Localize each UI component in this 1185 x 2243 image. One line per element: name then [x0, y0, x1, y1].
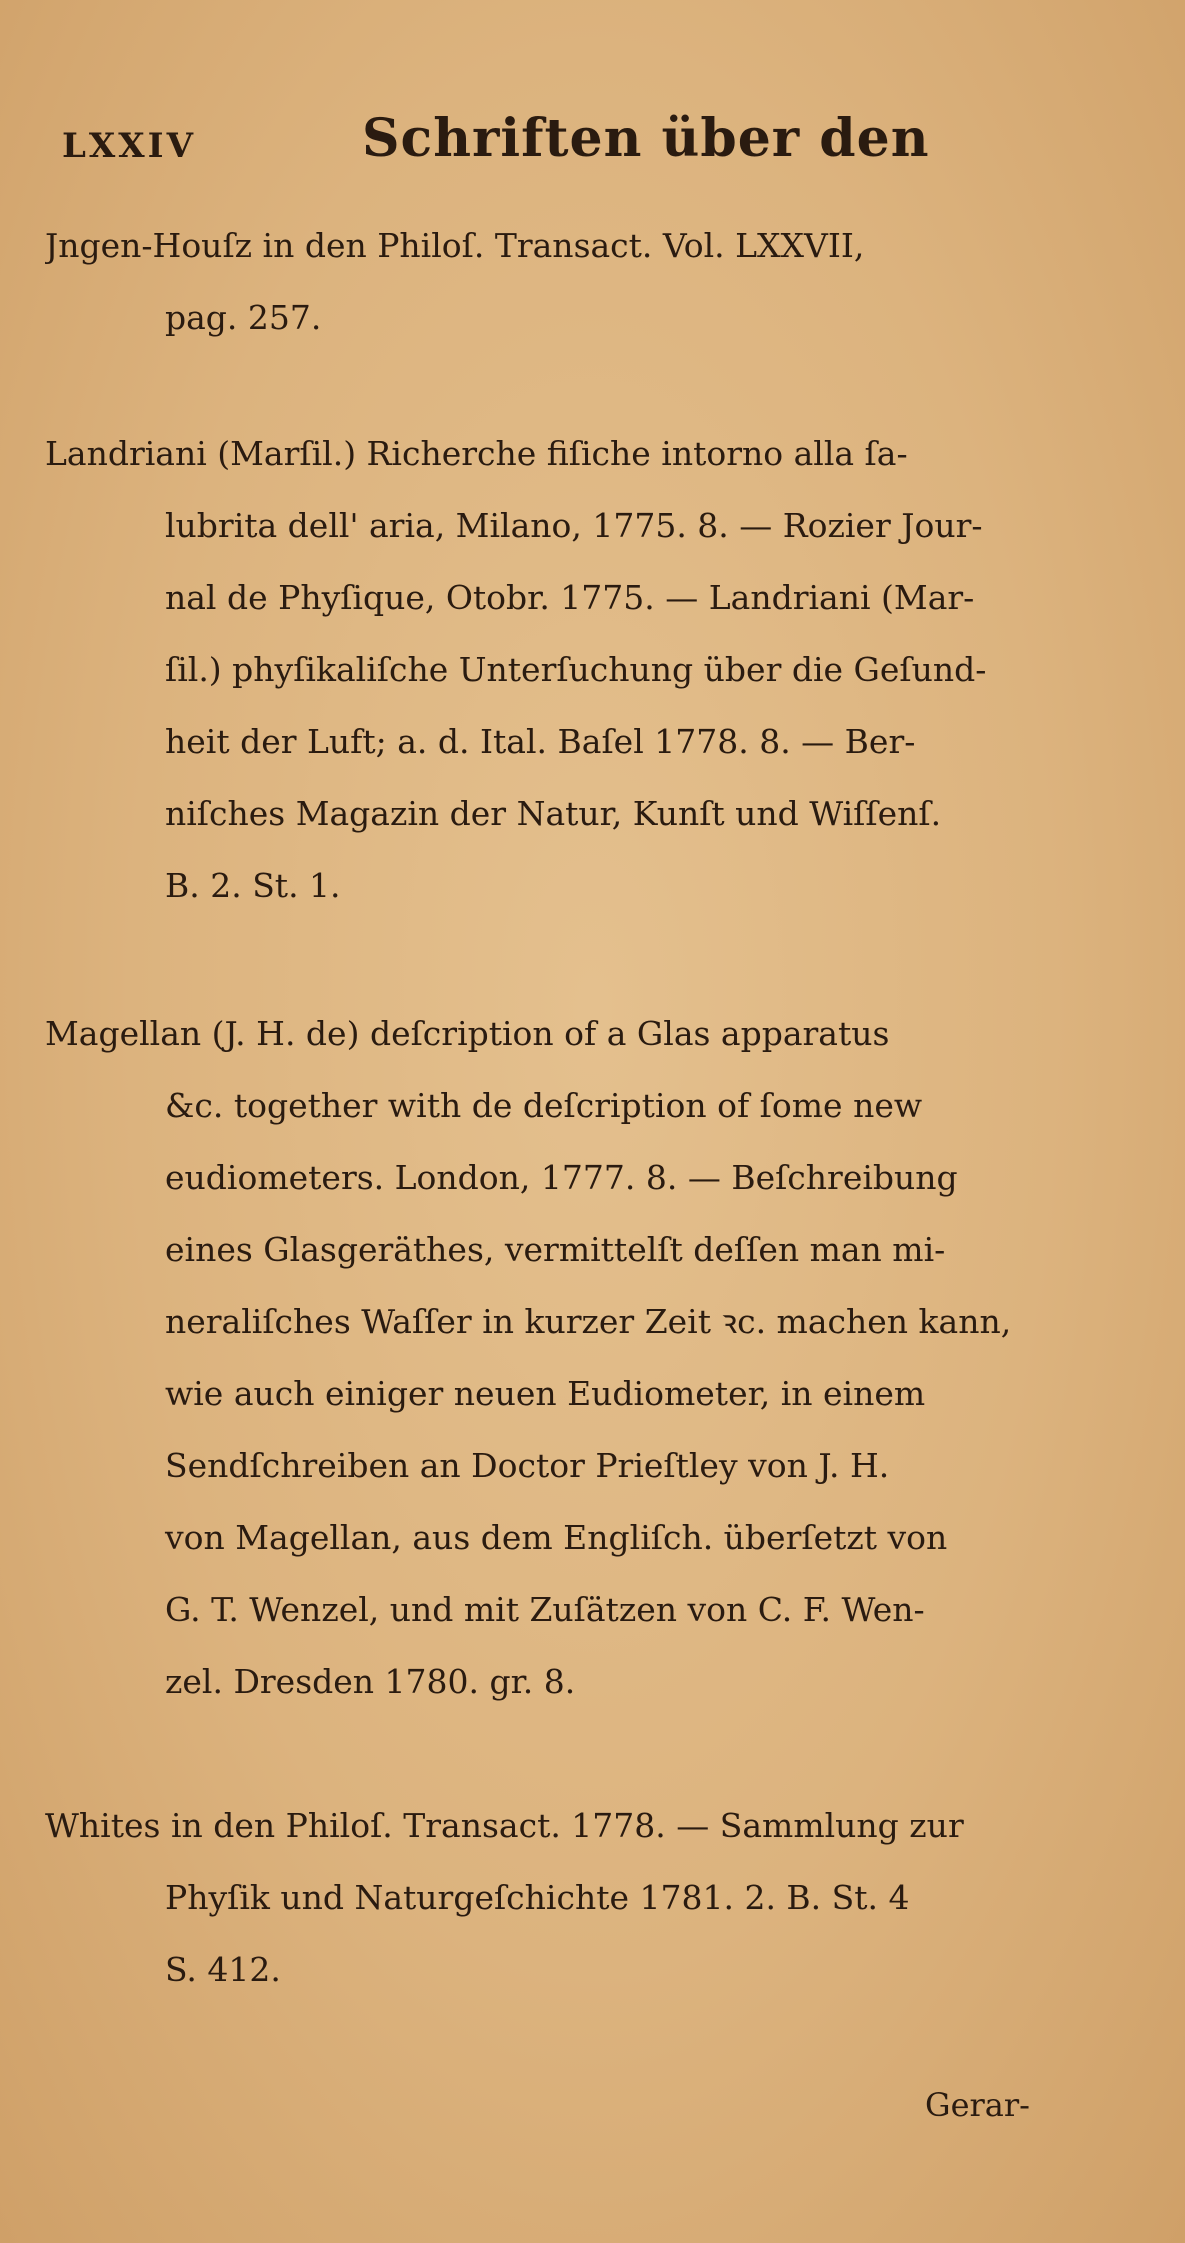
entry-line: von Magellan, aus dem Engliſch. überſetzt von [165, 1518, 948, 1557]
entry-line: lubrita dell' aria, Milano, 1775. 8. — Rozier Jour- [165, 506, 983, 545]
entry-line: ſil.) phyſikaliſche Unterſuchung über die Geſund- [165, 650, 987, 689]
bibliography-entry-landriani [45, 418, 1125, 922]
page-header [62, 108, 1122, 178]
entry-line: neraliſches Waſſer in kurzer Zeit ꝛc. machen kann, [165, 1302, 1012, 1341]
bibliography-entry-ingenhousz [45, 210, 1125, 354]
entry-line: Landriani (Marſil.) Richerche fiſiche intorno alla ſa- [45, 434, 908, 473]
entry-line: Sendſchreiben an Doctor Prieſtley von J. H. [165, 1446, 890, 1485]
entry-line: Whites in den Philoſ. Transact. 1778. — Sammlung zur [45, 1806, 964, 1845]
bibliography-entry-magellan [45, 998, 1125, 1718]
entry-line: nal de Phyſique, Otobr. 1775. — Landriani (Mar- [165, 578, 975, 617]
entry-line: Magellan (J. H. de) deſcription of a Glas apparatus [45, 1014, 890, 1053]
entry-line: pag. 257. [165, 298, 322, 337]
entry-line: wie auch einiger neuen Eudiometer, in einem [165, 1374, 926, 1413]
entry-line: B. 2. St. 1. [165, 866, 341, 905]
entry-line: eudiometers. London, 1777. 8. — Beſchreibung [165, 1158, 958, 1197]
bibliography-entry-whites [45, 1790, 1125, 2006]
entry-line: niſches Magazin der Natur, Kunſt und Wiſſenſ. [165, 794, 942, 833]
entry-line: eines Glasgeräthes, vermittelſt deſſen man mi- [165, 1230, 946, 1269]
entry-line: Phyſik und Naturgeſchichte 1781. 2. B. St. 4 [165, 1878, 910, 1917]
entry-line: heit der Luft; a. d. Ital. Baſel 1778. 8. — Ber- [165, 722, 916, 761]
entry-line: G. T. Wenzel, und mit Zuſätzen von C. F. Wen- [165, 1590, 925, 1629]
entry-line: Jngen-Houſz in den Philoſ. Transact. Vol. LXXVII, [45, 226, 865, 265]
page-number: LXXIV [62, 126, 196, 166]
entry-line: S. 412. [165, 1950, 281, 1989]
entry-line: &c. together with de deſcription of ſome new [165, 1086, 923, 1125]
entry-line: zel. Dresden 1780. gr. 8. [165, 1662, 576, 1701]
catchword: Gerar- [925, 2086, 1030, 2124]
running-title: Schriften über den [362, 108, 930, 169]
